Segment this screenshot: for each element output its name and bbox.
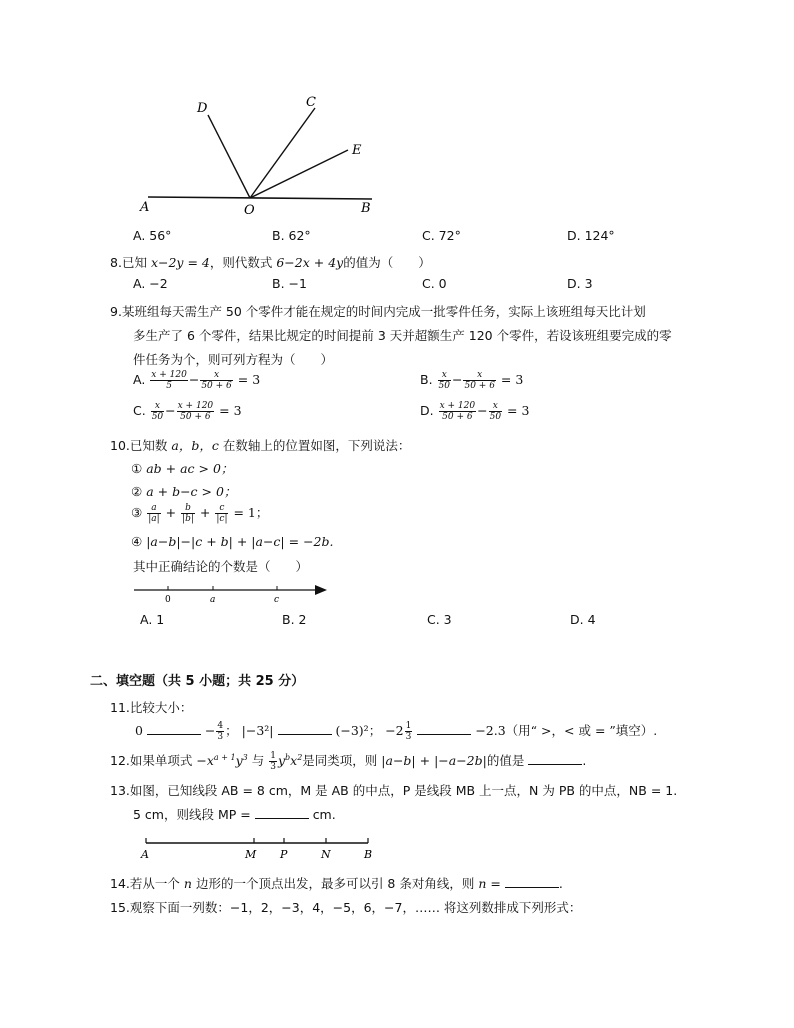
ray-OC: [250, 108, 315, 198]
label-C: C: [306, 95, 316, 110]
q8-option-c: C. 0: [422, 276, 447, 291]
section-title: 二、填空题（共 5 小题；共 25 分）: [90, 674, 305, 689]
answer-blank-q13[interactable]: [255, 806, 309, 819]
label-D: D: [197, 101, 208, 116]
q10-option-d: D. 4: [570, 612, 596, 627]
label-A: A: [140, 200, 150, 215]
q11-number: 11.: [110, 700, 130, 715]
arrow-right-icon: [315, 585, 327, 595]
seg-label-N: N: [321, 848, 331, 861]
q11-stem: 11.比较大小：: [110, 700, 193, 715]
q14-stem: 14.若从一个 n 边形的一个顶点出发，最多可以引 8 条对角线，则 n = .: [110, 876, 563, 891]
answer-blank-2[interactable]: [278, 722, 332, 735]
q8-number: 8.: [110, 255, 122, 270]
tick-label-c: c: [274, 595, 280, 605]
q10-statement-1: ① ab + ac > 0；: [131, 461, 234, 476]
q9-option-d: D. $\frac{x + 120}{50 + 6}$ − $\frac{x}{50}$ = 3: [420, 401, 530, 422]
answer-blank-q14[interactable]: [505, 875, 559, 888]
q12-stem: 12.如果单项式 $-x^{a + 1}y^3$ 与 $\frac{1}{3}$ $y^bx^2$是同类项，则 |a−b| + |−a−2b|的值是 .: [110, 751, 587, 772]
q10-statement-2: ② a + b−c > 0；: [131, 484, 237, 499]
seg-label-B: B: [364, 848, 373, 861]
q7-option-b: B. 62°: [272, 228, 311, 243]
q10-option-b: B. 2: [282, 612, 307, 627]
q15-number: 15.: [110, 900, 130, 915]
seg-label-P: P: [280, 848, 288, 861]
q10-option-a: A. 1: [140, 612, 165, 627]
tick-label-a: a: [210, 595, 216, 605]
q9-line1: 9.某班组每天需生产 50 个零件才能在规定的时间内完成一批零件任务，实际上该班组每天比计划: [110, 304, 646, 319]
q10-question: 其中正确结论的个数是（ ）: [133, 559, 309, 574]
q11-body: 0 − $\frac{4}{3}$ ； |−3²| (−3)²； −2 $\frac{1}{3}$ −2.3（用“ >，< 或 = ”填空）.: [135, 721, 658, 742]
q9-option-c: C. $\frac{x}{50}$ − $\frac{x + 120}{50 + 6}$ = 3: [133, 401, 242, 422]
q13-number: 13.: [110, 783, 130, 798]
q10-stem: 10.已知数 a，b，c 在数轴上的位置如图，下列说法：: [110, 438, 411, 453]
ray-OD: [208, 115, 250, 198]
number-line: [130, 580, 335, 606]
label-B: B: [361, 201, 371, 216]
q8-stem: 8.已知 x−2y = 4，则代数式 6−2x + 4y的值为（ ）: [110, 255, 431, 270]
q10-statement-3: ③ $\frac{a}{|a|}$ + $\frac{b}{|b|}$ + $\frac{c}{|c|}$ = 1；: [131, 503, 269, 524]
seg-label-A: A: [141, 848, 149, 861]
q9-number: 9.: [110, 304, 122, 319]
segment-figure: [138, 836, 378, 866]
q9-option-b: B. $\frac{x}{50}$ − $\frac{x}{50 + 6}$ = 3: [420, 370, 524, 391]
q7-option-c: C. 72°: [422, 228, 461, 243]
q7-option-a: A. 56°: [133, 228, 172, 243]
q10-option-c: C. 3: [427, 612, 452, 627]
ray-OE: [250, 150, 348, 198]
q8-option-b: B. −1: [272, 276, 307, 291]
q9-line2: 多生产了 6 个零件，结果比规定的时间提前 3 天并超额生产 120 个零件，若设该班组要完成的零: [133, 328, 672, 343]
q12-number: 12.: [110, 753, 130, 768]
tick-label-zero: 0: [165, 595, 171, 605]
q9-line3: 件任务为个，则可列方程为（ ）: [133, 352, 334, 367]
q10-number: 10.: [110, 438, 130, 453]
q8-option-a: A. −2: [133, 276, 168, 291]
q7-option-d: D. 124°: [567, 228, 615, 243]
q10-statement-4: ④ |a−b|−|c + b| + |a−c| = −2b.: [131, 534, 334, 549]
angle-figure: [130, 90, 390, 220]
seg-label-M: M: [245, 848, 257, 861]
q13-line2: 5 cm，则线段 MP = cm.: [133, 807, 336, 822]
q8-option-d: D. 3: [567, 276, 593, 291]
q9-option-a: A. $\frac{x + 120}{5}$ − $\frac{x}{50 + 6}$ = 3: [133, 370, 261, 391]
answer-blank-3[interactable]: [417, 722, 471, 735]
answer-blank-q12[interactable]: [528, 752, 582, 765]
label-E: E: [352, 143, 362, 158]
q14-number: 14.: [110, 876, 130, 891]
q13-line1: 13.如图，已知线段 AB = 8 cm，M 是 AB 的中点，P 是线段 MB 上一点，N 为 PB 的中点，NB = 1.: [110, 783, 678, 798]
line-AB: [148, 197, 372, 199]
q15-stem: 15.观察下面一列数：−1，2，−3，4，−5，6，−7，…… 将这列数排成下列形式：: [110, 900, 582, 915]
label-O: O: [244, 203, 255, 218]
answer-blank-1[interactable]: [147, 722, 201, 735]
